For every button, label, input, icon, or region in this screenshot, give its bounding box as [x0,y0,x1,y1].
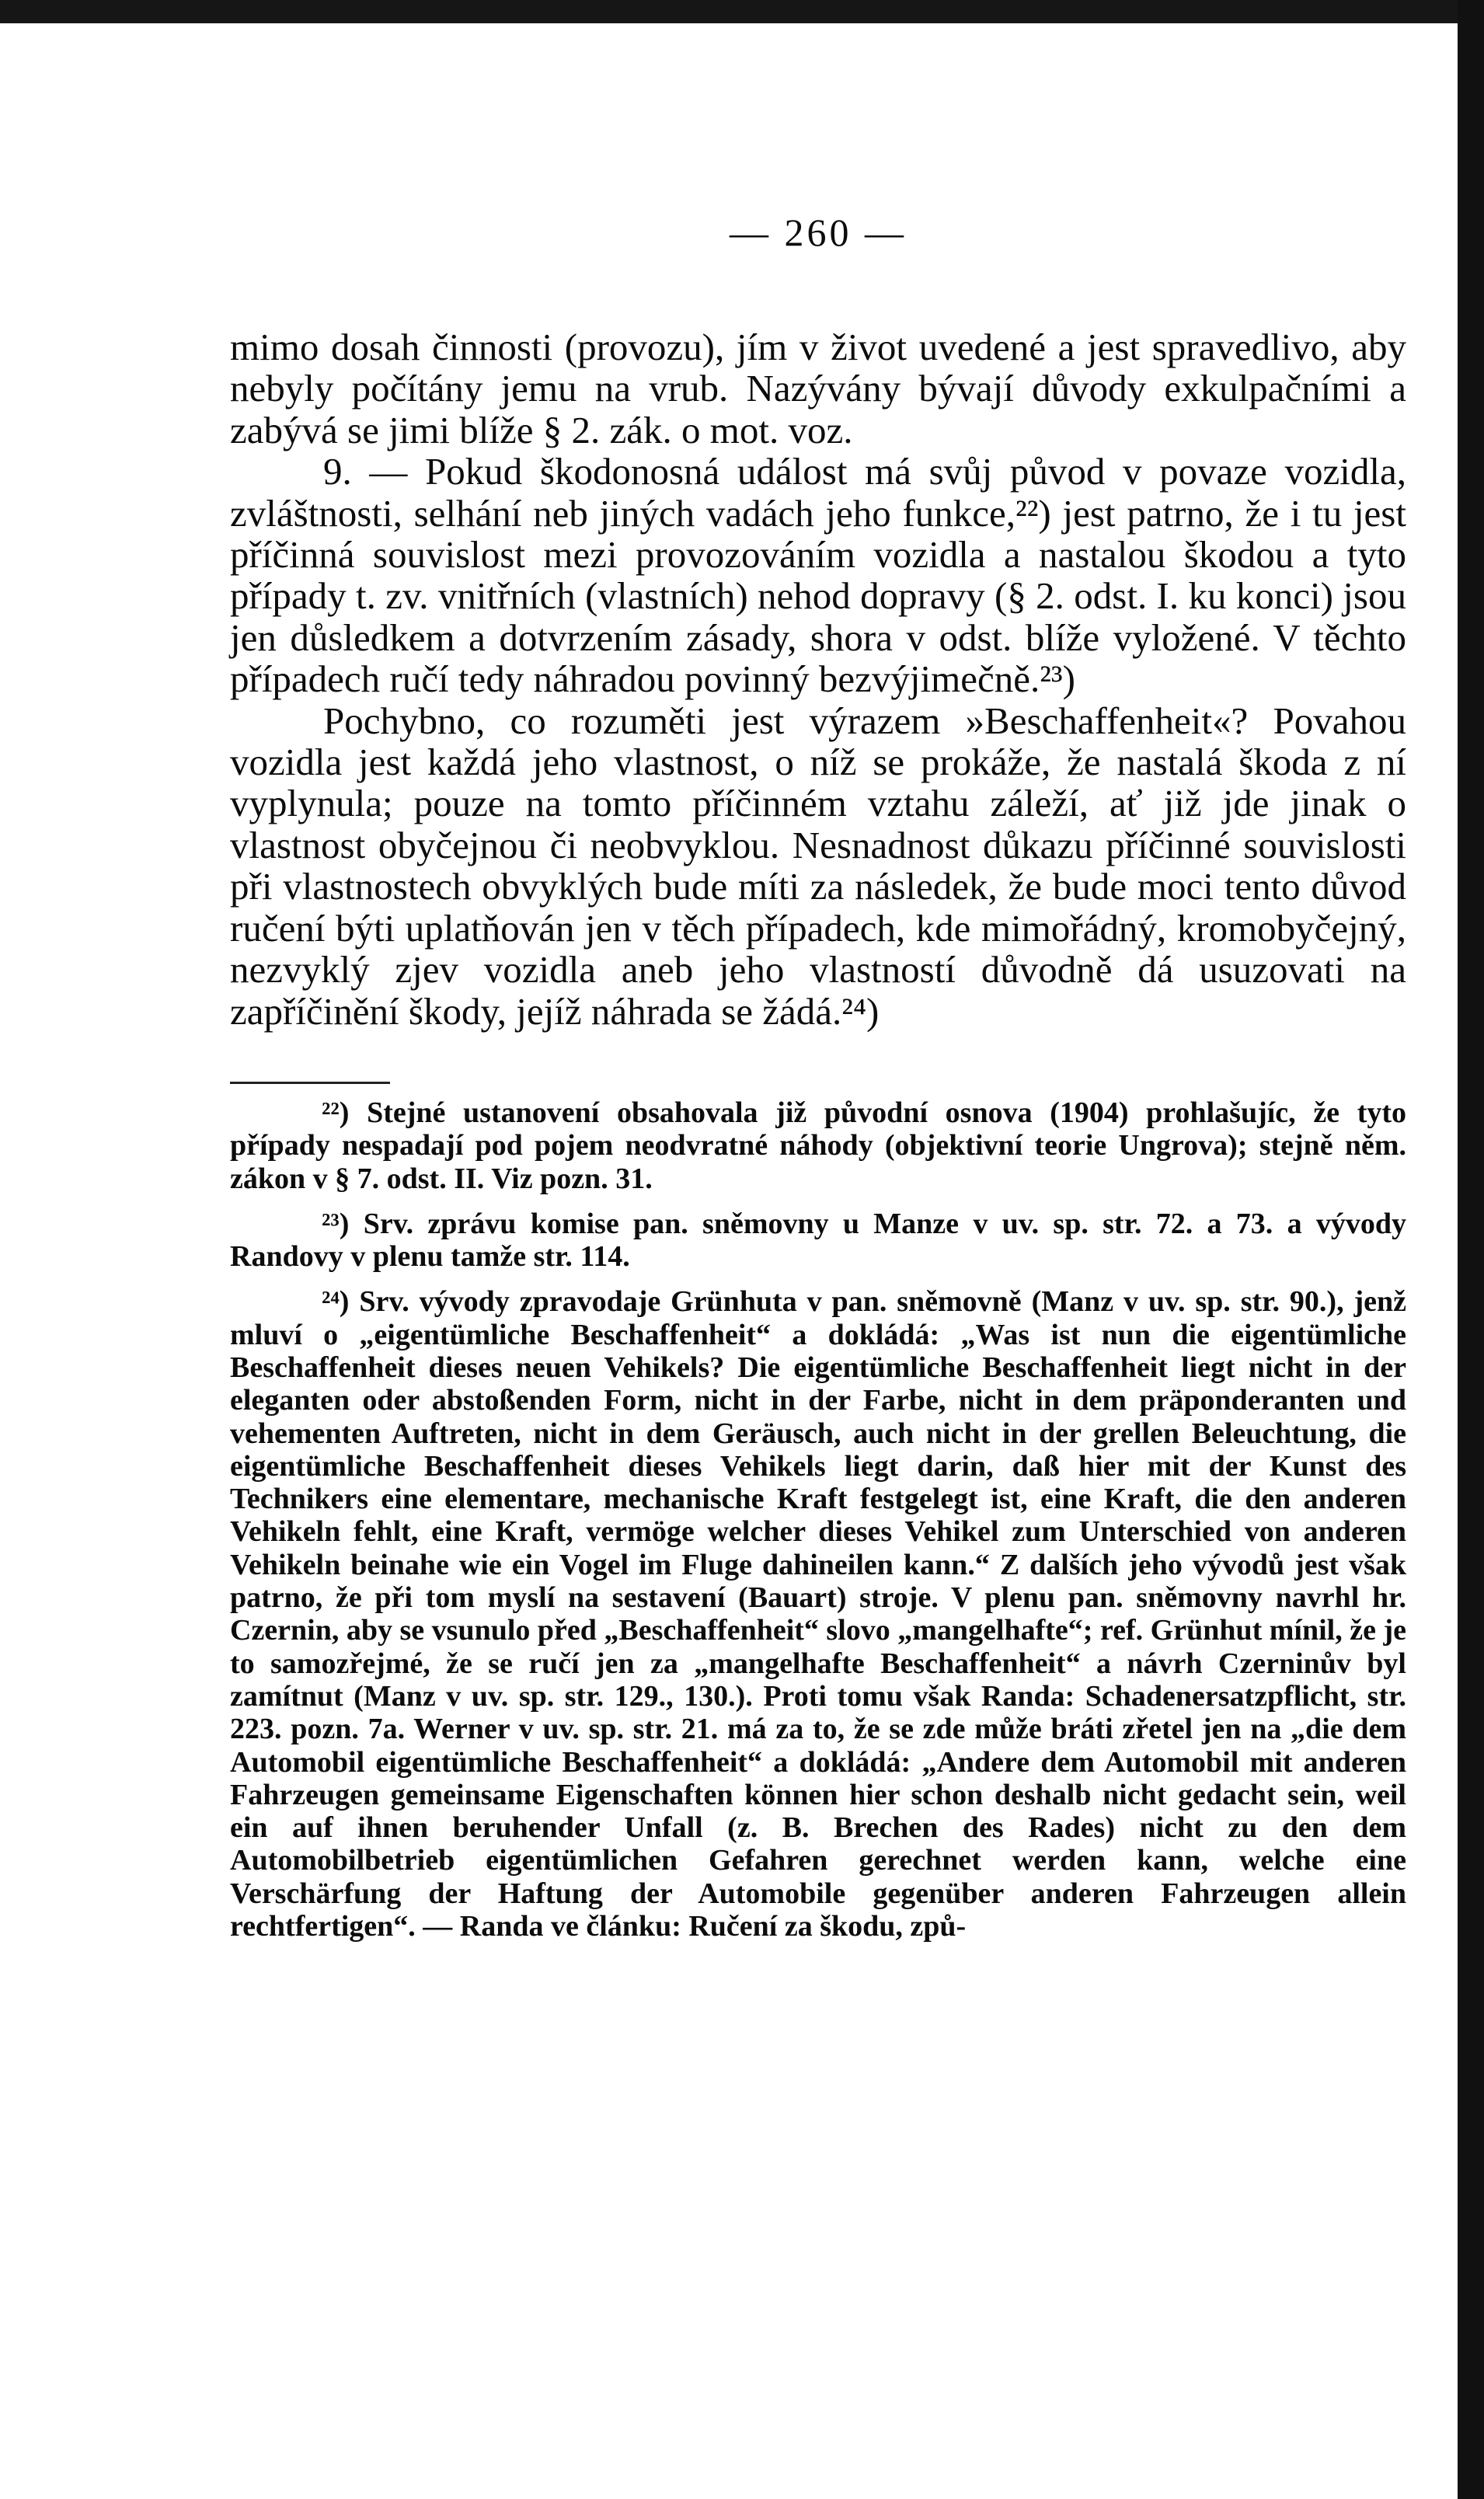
paragraph: Pochybno, co rozuměti jest výrazem »Beschaffenheit«? Povahou vozidla jest každá jeho vlastnost, o níž se prokáže, že nastalá škoda z ní vyplynula; pouze na tomto příčinném vztahu záleží, ať již jde jinak o vlastnost obyčejnou či neobvyklou. Nesnadnost důkazu příčinné souvislosti při vlastnostech obvyklých bude míti za následek, že bude moci tento důvod ručení býti uplatňován jen v těch případech, kde mimořádný, kromobyčejný, nezvyklý zjev vozidla aneb jeho vlastností důvodně dá usuzovati na zapříčinění škody, jejíž náhrada se žádá.²⁴) [230,699,1406,1033]
main-text [230,326,1406,1032]
paragraph: 9. — Pokud škodonosná událost má svůj původ v povaze vozidla, zvláštnosti, selhání neb jiných vadách jeho funkce,²²) jest patrno, že i tu jest příčinná souvislost mezi provozováním vozidla a nastalou škodou a tyto případy t. zv. vnitřních (vlastních) nehod dopravy (§ 2. odst. I. ku konci) jsou jen důsledkem a dotvrzením zásady, shora v odst. blíže vyložené. V těchto případech ručí tedy náhradou povinný bezvýjimečně.²³) [230,450,1406,701]
footnote-22: ²²) Stejné ustanovení obsahovala již původní osnova (1904) prohlašujíc, že tyto případy nespadají pod pojem neodvratné náhody (objektivní teorie Ungrova); stejně něm. zákon v § 7. odst. II. Viz pozn. 31. [230,1096,1406,1195]
footnote-24: ²⁴) Srv. vývody zpravodaje Grünhuta v pan. sněmovně (Manz v uv. sp. str. 90.), jenž mluví o „eigentümliche Beschaffenheit“ a dokládá: „Was ist nun die eigentümliche Beschaffenheit dieses neuen Vehikels? Die eigentümliche Beschaffenheit liegt nicht in der eleganten oder abstoßenden Form, nicht in der Farbe, nicht in dem präponderanten und vehementen Auftreten, nicht in dem Geräusch, auch nicht in der grellen Beleuchtung, die eigentümliche Beschaffenheit dieses Vehikels liegt darin, daß hier mit der Kunst des Technikers eine elementare, mechanische Kraft festgelegt ist, eine Kraft, die den anderen Vehikeln fehlt, eine Kraft, vermöge welcher dieses Vehikel zum Unterschied von anderen Vehikeln beinahe wie ein Vogel im Fluge dahineilen kann.“ Z dalších jeho vývodů jest však patrno, že při tom myslí na sestavení (Bauart) stroje. V plenu pan. sněmovny navrhl hr. Czernin, aby se vsunulo před „Beschaffenheit“ slovo „mangelhafte“; ref. Grünhut mínil, že je to samozřejmé, že se ručí jen za „mangelhafte Beschaffenheit“ a návrh Czerninův byl zamítnut (Manz v uv. sp. str. 129., 130.). Proti tomu však Randa: Schadenersatzpflicht, str. 223. pozn. 7a. Werner v uv. sp. str. 21. má za to, že se zde může bráti zřetel jen na „die dem Automobil eigentümliche Beschaffenheit“ a dokládá: „Andere dem Automobil mit anderen Fahrzeugen gemeinsame Eigenschaften können hier schon deshalb nicht gedacht sein, weil ein auf ihnen beruhender Unfall (z. B. Brechen des Rades) nicht zu den dem Automobilbetrieb eigentümlichen Gefahren gerechnet werden kann, welche eine Verschärfung der Haftung der Automobile gegenüber anderen Fahrzeugen allein rechtfertigen“. — Randa ve článku: Ručení za škodu, způ- [230,1285,1406,1943]
footnote-23: ²³) Srv. zprávu komise pan. sněmovny u Manze v uv. sp. str. 72. a 73. a vývody Randovy v plenu tamže str. 114. [230,1207,1406,1274]
scan-border-right [1458,0,1484,2499]
paragraph: mimo dosah činnosti (provozu), jím v život uvedené a jest spravedlivo, aby nebyly počítány jemu na vrub. Nazývány bývají důvody exkulpačními a zabývá se jimi blíže § 2. zák. o mot. voz. [230,326,1406,451]
page-number: — 260 — [730,211,907,254]
book-page [230,210,1406,1943]
footnotes [230,1096,1406,1943]
scan-border-top [0,0,1484,23]
footnote-separator [230,1082,390,1084]
